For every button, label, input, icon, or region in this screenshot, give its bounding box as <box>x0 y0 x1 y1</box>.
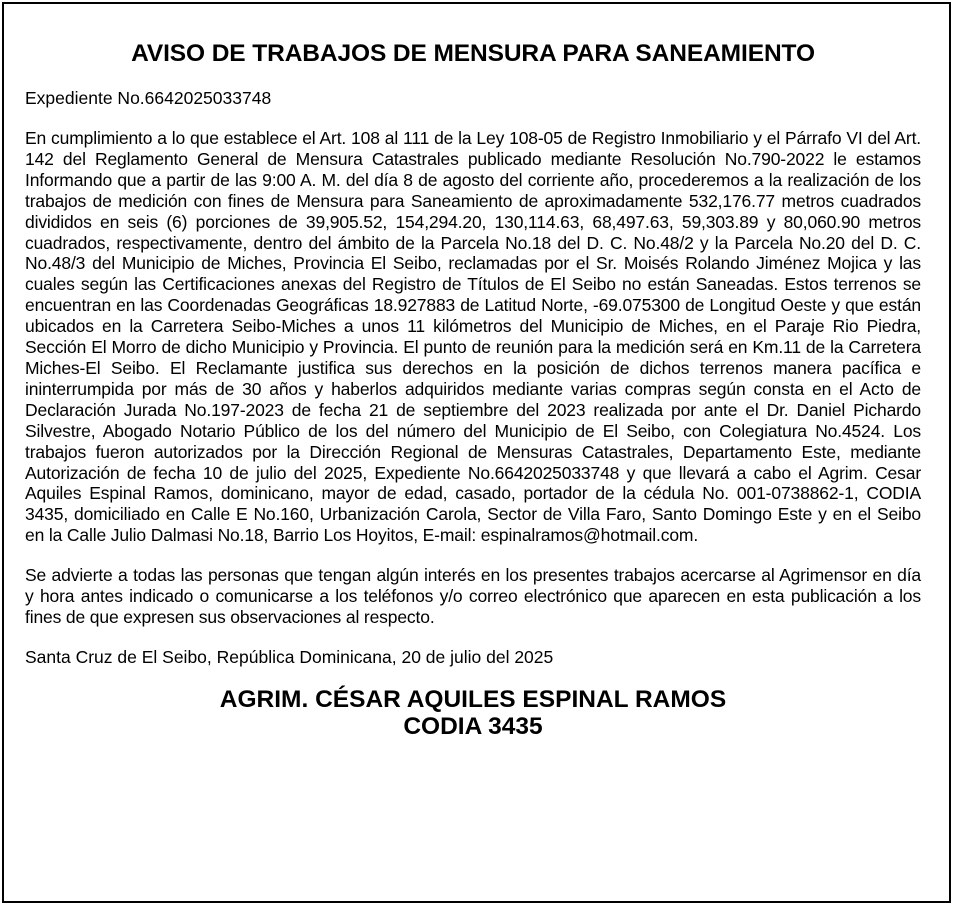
notice-title: AVISO DE TRABAJOS DE MENSURA PARA SANEAMIENTO <box>131 40 815 67</box>
notice-content <box>25 36 921 740</box>
expediente-number: Expediente No.6642025033748 <box>25 88 272 108</box>
notice-body-paragraph-2: Se advierte a todas las personas que tengan algún interés en los presentes trabajos acercarse al Agrimensor en día y hora antes indicado o comunicarse a los teléfonos y/o correo electrónico que aparecen en esta publicación a los fines de que expresen sus observaciones al respecto. <box>25 565 921 627</box>
place-and-date: Santa Cruz de El Seibo, República Dominicana, 20 de julio del 2025 <box>25 646 554 667</box>
signature-codia: CODIA 3435 <box>403 712 543 740</box>
signature-name: AGRIM. CÉSAR AQUILES ESPINAL RAMOS <box>219 685 727 713</box>
signature-block <box>25 686 921 740</box>
notice-body-paragraph-1: En cumplimiento a lo que establece el Art. 108 al 111 de la Ley 108-05 de Registro Inmobiliario y el Párrafo VI del Art. 142 del Reglamento General de Mensura Catastrales publicado mediante Resolución No.790-2022 le estamos Informando que a partir de las 9:00 A. M. del día 8 de agosto del corriente año, procederemos a la realización de los trabajos de medición con fines de Mensura para Saneamiento de aproximadamente 532,176.77 metros cuadrados divididos en seis (6) porciones de 39,905.52, 154,294.20, 130,114.63, 68,497.63, 59,303.89 y 80,060.90 metros cuadrados, respectivamente, dentro del ámbito de la Parcela No.18 del D. C. No.48/2 y la Parcela No.20 del D. C. No.48/3 del Municipio de Miches, Provincia El Seibo, reclamadas por el Sr. Moisés Rolando Jiménez Mojica y las cuales según las Certificaciones anexas del Registro de Títulos de El Seibo no están Saneadas. Estos terrenos se encuentran en las Coordenadas Geográficas 18.927883 de Latitud Norte, -69.075300 de Longitud Oeste y que están ubicados en la Carretera Seibo-Miches a unos 11 kilómetros del Municipio de Miches, en el Paraje Rio Piedra, Sección El Morro de dicho Municipio y Provincia. El punto de reunión para la medición será en Km.11 de la Carretera Miches-El Seibo. El Reclamante justifica sus derechos en la posición de dichos terrenos manera pacífica e ininterrumpida por más de 30 años y haberlos adquiridos mediante varias compras según consta en el Acto de Declaración Jurada No.197-2023 de fecha 21 de septiembre del 2023 realizada por ante el Dr. Daniel Pichardo Silvestre, Abogado Notario Público de los del número del Municipio de El Seibo, con Colegiatura No.4524. Los trabajos fueron autorizados por la Dirección Regional de Mensuras Catastrales, Departamento Este, mediante Autorización de fecha 10 de julio del 2025, Expediente No.6642025033748 y que llevará a cabo el Agrim. Cesar Aquiles Espinal Ramos, dominicano, mayor de edad, casado, portador de la cédula No. 001-0738862-1, CODIA 3435, domiciliado en Calle E No.160, Urbanización Carola, Sector de Villa Faro, Santo Domingo Este y en el Seibo en la Calle Julio Dalmasi No.18, Barrio Los Hoyitos, E-mail: espinalramos@hotmail.com. <box>25 128 921 546</box>
